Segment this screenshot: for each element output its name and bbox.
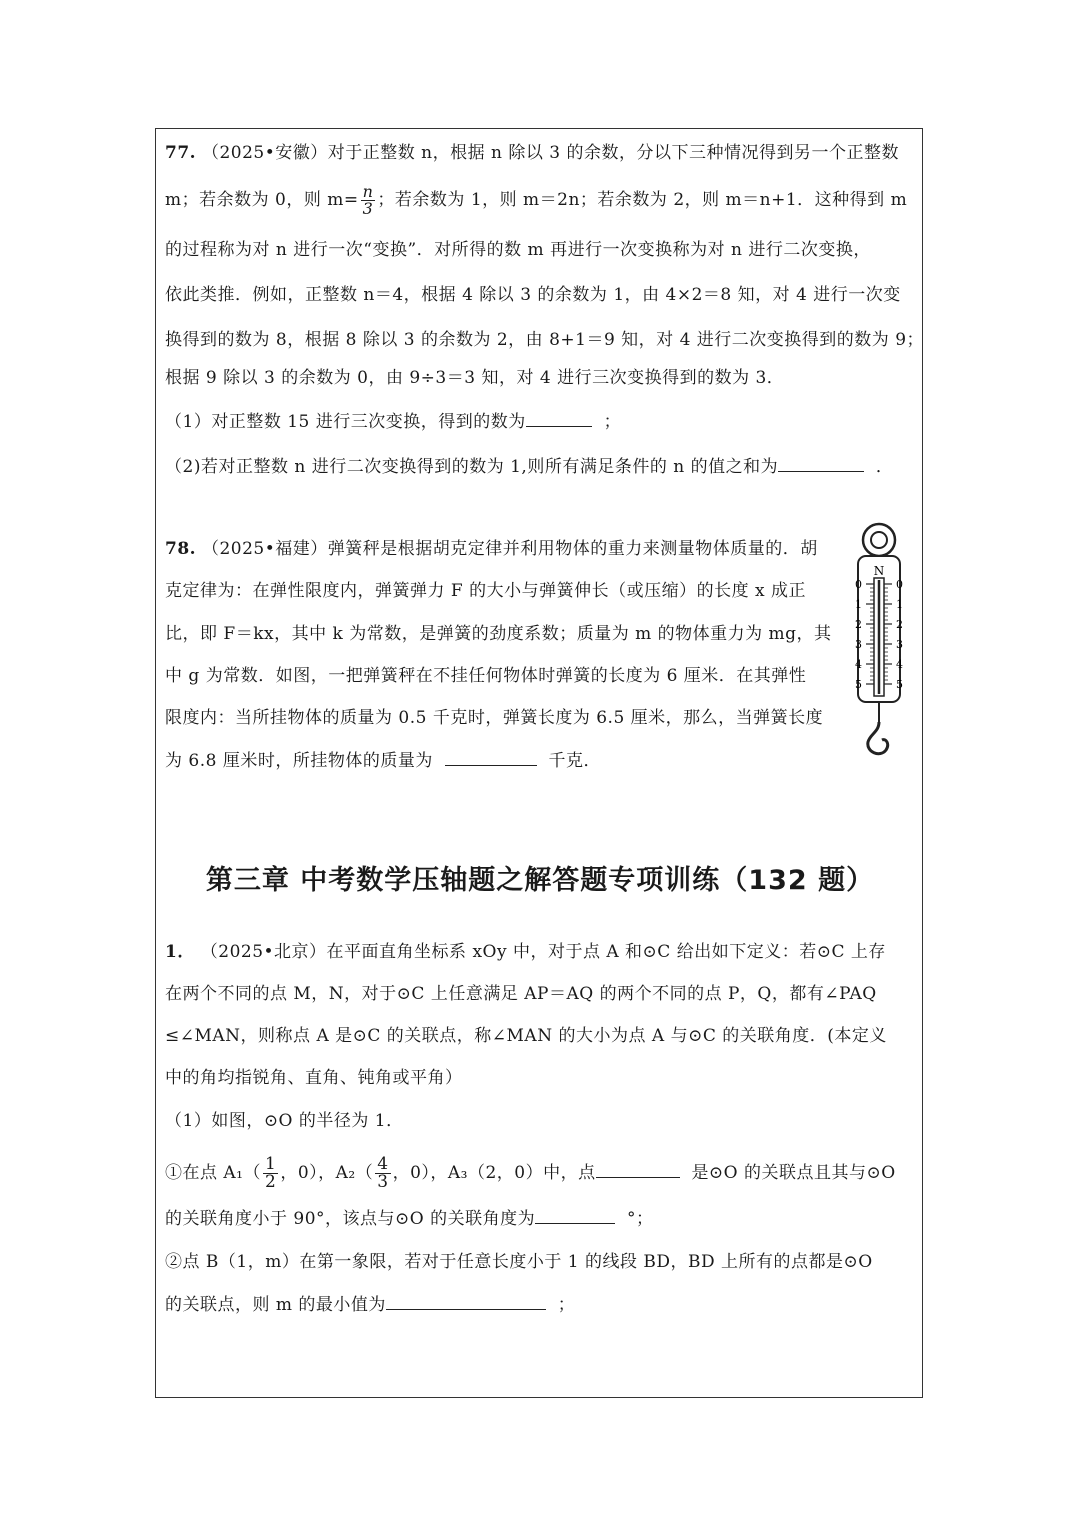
scale-ring-inner bbox=[871, 532, 887, 548]
q78-line-2: 克定律为：在弹性限度内，弹簧弹力 F 的大小与弹簧伸长（或压缩）的长度 x 成正 bbox=[165, 581, 806, 601]
q78-line-4: 中 g 为常数．如图，一把弹簧秤在不挂任何物体时弹簧的长度为 6 厘米．在其弹性 bbox=[165, 666, 807, 686]
scale-tick-label: 3 bbox=[855, 638, 862, 651]
q77-line-4: 依此类推．例如，正整数 n＝4，根据 4 除以 3 的余数为 1，由 4×2＝8 知，对 4 进行一次变 bbox=[165, 285, 901, 305]
q1-line-1: 1． （2025•北京）在平面直角坐标系 xOy 中，对于点 A 和⊙C 给出如下定义：若⊙C 上存 bbox=[165, 942, 886, 962]
scale-tick-label: 4 bbox=[855, 658, 862, 671]
q77-number: 77. bbox=[165, 143, 197, 163]
scale-tick-label: 1 bbox=[896, 598, 903, 611]
q77-line-1: 77. （2025•安徽）对于正整数 n，根据 n 除以 3 的余数，分以下三种情况得到另一个正整数 bbox=[165, 143, 900, 163]
fraction-n-over-3: $\frac{n}{3}$ bbox=[362, 182, 374, 218]
q77-line-2: m；若余数为 0，则 m= $\frac{n}{3}$ ；若余数为 1，则 m＝2n；若余数为 2，则 m＝n+1．这种得到 m bbox=[165, 182, 908, 218]
q1-line-3: ≤∠MAN，则称点 A 是⊙C 的关联点，称∠MAN 的大小为点 A 与⊙C 的关联角度．(本定义 bbox=[165, 1026, 887, 1046]
scale-ring-outer bbox=[863, 524, 895, 556]
scale-hook bbox=[868, 722, 888, 754]
scale-tick-label: 5 bbox=[896, 678, 903, 691]
answer-blank[interactable] bbox=[778, 455, 864, 472]
q77-sub-2: （2)若对正整数 n 进行二次变换得到的数为 1,则所有满足条件的 n 的值之和为 ． bbox=[165, 457, 894, 477]
scale-tick-label: 2 bbox=[855, 618, 862, 631]
q1-line-4: 中的角均指锐角、直角、钝角或平角） bbox=[165, 1068, 463, 1088]
scale-tick-label: 4 bbox=[896, 658, 903, 671]
q78-line-6: 为 6.8 厘米时，所挂物体的质量为 千克． bbox=[165, 751, 601, 771]
q1-number: 1． bbox=[165, 942, 195, 962]
scale-tick-label: 0 bbox=[896, 578, 903, 591]
scale-unit-label: N bbox=[873, 564, 885, 578]
q1-part-2-line-1: ②点 B（1，m）在第一象限，若对于任意长度小于 1 的线段 BD，BD 上所有的点都是⊙O bbox=[165, 1252, 873, 1272]
q77-line-6: 根据 9 除以 3 的余数为 0，由 9÷3＝3 知，对 4 进行三次变换得到的数为 3． bbox=[165, 368, 785, 388]
q1-line-2: 在两个不同的点 M，N，对于⊙C 上任意满足 AP＝AQ 的两个不同的点 P，Q，都有∠PAQ bbox=[165, 984, 877, 1004]
spring-scale-figure bbox=[846, 520, 916, 770]
answer-blank[interactable] bbox=[535, 1207, 615, 1224]
fraction-4-over-3: $\frac{4}{3}$ bbox=[377, 1154, 389, 1192]
q77-line-3: 的过程称为对 n 进行一次“变换”．对所得的数 m 再进行一次变换称为对 n 进行二次变换， bbox=[165, 240, 871, 260]
answer-blank[interactable] bbox=[596, 1161, 680, 1178]
chapter-title: 第三章 中考数学压轴题之解答题专项训练（132 题） bbox=[205, 865, 875, 896]
scale-tick-label: 1 bbox=[855, 598, 862, 611]
scale-tick-label: 0 bbox=[855, 578, 862, 591]
scale-tick-label: 2 bbox=[896, 618, 903, 631]
answer-blank[interactable] bbox=[445, 749, 537, 766]
scale-tick-label: 5 bbox=[855, 678, 862, 691]
answer-blank[interactable] bbox=[526, 410, 592, 427]
q78-line-5: 限度内：当所挂物体的质量为 0.5 千克时，弹簧长度为 6.5 厘米，那么，当弹簧长度 bbox=[165, 708, 824, 728]
fraction-1-over-2: $\frac{1}{2}$ bbox=[265, 1154, 277, 1192]
q1-part-1-line-1: ①在点 A₁（ $\frac{1}{2}$ ，0），A₂（ $\frac{4}{3}$ ，0），A₃（2，0）中，点 是⊙O 的关联点且其与⊙O bbox=[165, 1154, 896, 1192]
q78-number: 78. bbox=[165, 539, 197, 559]
q78-line-3: 比，即 F＝kx，其中 k 为常数，是弹簧的劲度系数；质量为 m 的物体重力为 mg，其 bbox=[165, 624, 832, 644]
answer-blank[interactable] bbox=[386, 1293, 546, 1310]
q78-line-1: 78. （2025•福建）弹簧秤是根据胡克定律并利用物体的重力来测量物体质量的．胡 bbox=[165, 539, 818, 559]
q77-sub-1: （1）对正整数 15 进行三次变换，得到的数为 ； bbox=[165, 412, 622, 432]
q77-line-5: 换得到的数为 8，根据 8 除以 3 的余数为 2，由 8+1＝9 知，对 4 进行二次变换得到的数为 9； bbox=[165, 330, 925, 350]
q1-part-2-line-2: 的关联点，则 m 的最小值为 ； bbox=[165, 1295, 576, 1315]
q1-sub-1: （1）如图，⊙O 的半径为 1． bbox=[165, 1111, 404, 1131]
scale-tick-label: 3 bbox=[896, 638, 903, 651]
q1-part-1-line-2: 的关联角度小于 90°，该点与⊙O 的关联角度为 °； bbox=[165, 1209, 654, 1229]
